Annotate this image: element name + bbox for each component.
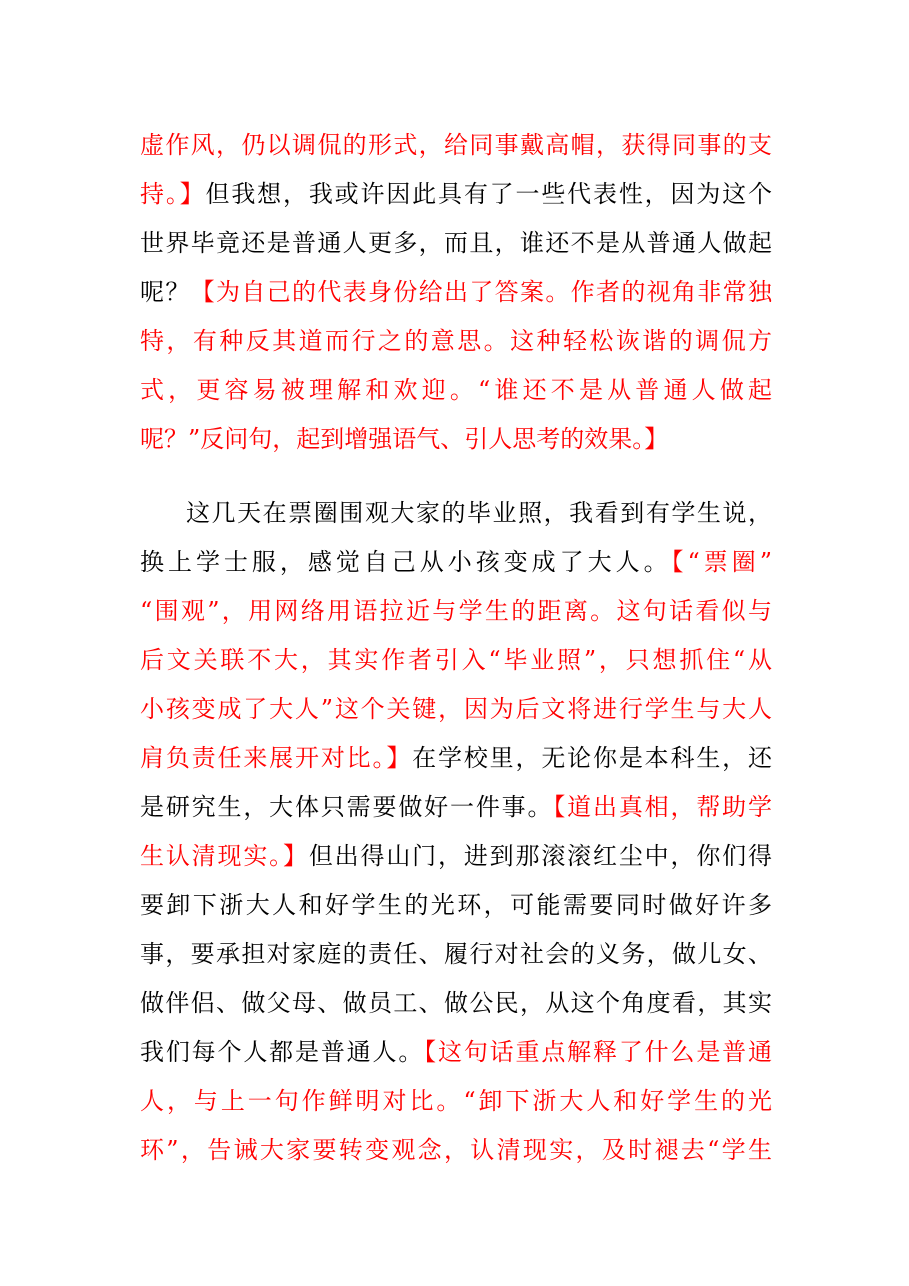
body-text: 这几天在票圈围观大家的毕业照，我看到有学生说，	[186, 499, 772, 527]
text-line	[140, 225, 772, 261]
annotation-text: 虚作风，仍以调侃的形式，给同事戴高帽，获得同事的支	[140, 131, 772, 159]
annotation-text: 【为自己的代表身份给出了答案。作者的视角非常独	[190, 278, 773, 306]
annotation-text: “围观”，用网络用语拉近与学生的距离。这句话看似与	[140, 597, 772, 625]
body-text: 但我想，我或许因此具有了一些代表性，因为这个	[205, 180, 772, 208]
text-line	[140, 593, 772, 629]
annotation-text: 生认清现实。】	[140, 842, 309, 870]
text-line	[140, 740, 772, 776]
body-text: 在学校里，无论你是本科生，还	[412, 744, 773, 772]
annotation-text: 小孩变成了大人”这个关键，因为后文将进行学生与大人	[140, 695, 772, 723]
text-line	[140, 838, 772, 874]
text-line	[140, 1132, 772, 1168]
text-line	[140, 372, 772, 408]
text-line	[140, 127, 772, 163]
annotation-text: 环”，告诫大家要转变观念，认清现实，及时褪去“学生	[140, 1136, 772, 1164]
annotation-text: 【这句话重点解释了什么是普通	[424, 1038, 773, 1066]
text-line	[140, 1034, 772, 1070]
text-line	[140, 323, 772, 359]
body-text: 是研究生，大体只需要做好一件事。	[140, 793, 554, 821]
text-line	[140, 421, 772, 457]
annotation-text: 呢？”反问句，起到增强语气、引人思考的效果。】	[140, 425, 669, 453]
annotation-text: 【“票圈”	[671, 548, 772, 576]
annotation-text: 特，有种反其道而行之的意思。这种轻松诙谐的调侃方	[140, 327, 772, 355]
text-line	[140, 1083, 772, 1119]
body-text: 我们每个人都是普通人。	[140, 1038, 425, 1066]
annotation-text: 式，更容易被理解和欢迎。“谁还不是从普通人做起	[140, 376, 772, 404]
annotation-text: 【道出真相，帮助学	[553, 793, 773, 821]
annotation-text: 后文关联不大，其实作者引入“毕业照”，只想抓住“从	[140, 646, 772, 674]
body-text: 呢？	[140, 278, 191, 306]
text-line	[140, 789, 772, 825]
annotation-text: 人，与上一句作鲜明对比。“卸下浙大人和好学生的光	[140, 1087, 772, 1115]
text-line	[140, 691, 772, 727]
body-text: 做伴侣、做父母、做员工、做公民，从这个角度看，其实	[140, 989, 772, 1017]
body-text: 事，要承担对家庭的责任、履行对社会的义务，做儿女、	[140, 940, 772, 968]
text-line	[140, 887, 772, 923]
text-line	[140, 985, 772, 1021]
body-text: 但出得山门，进到那滚滚红尘中，你们得	[308, 842, 773, 870]
body-text: 世界毕竟还是普通人更多，而且，谁还不是从普通人做起	[140, 229, 772, 257]
body-text: 换上学士服，感觉自己从小孩变成了大人。	[140, 548, 672, 576]
annotation-text: 持。】	[140, 180, 206, 208]
text-line	[140, 642, 772, 678]
text-line	[140, 544, 772, 580]
text-line	[140, 176, 772, 212]
text-line	[186, 495, 772, 531]
annotation-text: 肩负责任来展开对比。】	[140, 744, 413, 772]
text-line	[140, 936, 772, 972]
body-text: 要卸下浙大人和好学生的光环，可能需要同时做好许多	[140, 891, 772, 919]
text-line	[140, 274, 772, 310]
